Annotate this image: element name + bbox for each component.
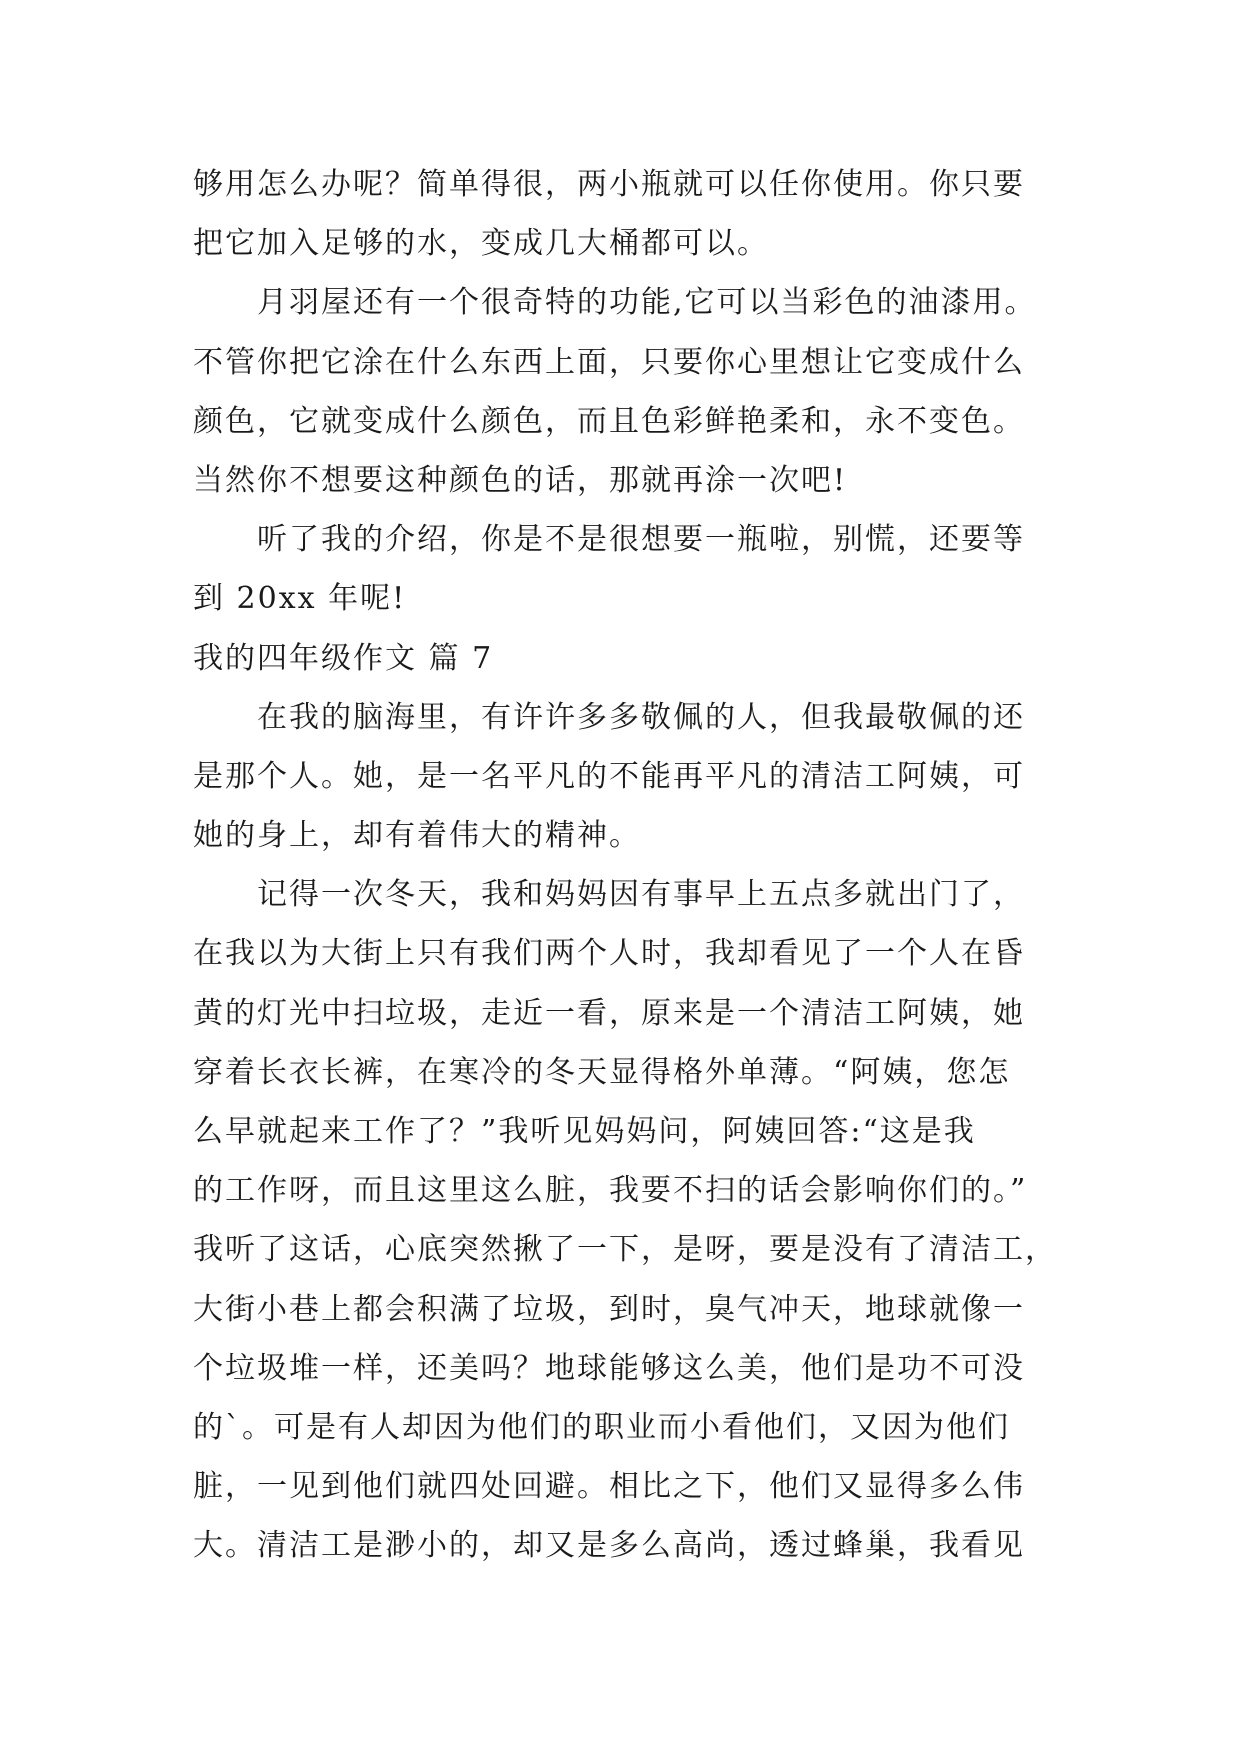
text-line: 穿着长衣长裤，在寒冷的冬天显得格外单薄。“阿姨，您怎 xyxy=(193,1054,1011,1090)
text-line: 的工作呀，而且这里这么脏，我要不扫的话会影响你们的。” xyxy=(193,1173,1028,1209)
text-line: 当然你不想要这种颜色的话，那就再涂一次吧! xyxy=(193,462,848,498)
text-line: 脏，一见到他们就四处回避。相比之下，他们又显得多么伟 xyxy=(193,1469,1025,1505)
text-line: 大。清洁工是渺小的，却又是多么高尚，透过蜂巢，我看见 xyxy=(193,1528,1025,1564)
text-line: 是那个人。她，是一名平凡的不能再平凡的清洁工阿姨，可 xyxy=(193,758,1025,794)
text-line: 在我以为大街上只有我们两个人时，我却看见了一个人在昏 xyxy=(193,936,1025,972)
text-line: 听了我的介绍，你是不是很想要一瓶啦，别慌，还要等 xyxy=(257,522,1025,558)
text-line: 的`。可是有人却因为他们的职业而小看他们，又因为他们 xyxy=(193,1409,1010,1445)
text-line: 月羽屋还有一个很奇特的功能,它可以当彩色的油漆用。 xyxy=(257,285,1037,321)
text-line: 黄的灯光中扫垃圾，走近一看，原来是一个清洁工阿姨，她 xyxy=(193,995,1025,1031)
text-line: 不管你把它涂在什么东西上面，只要你心里想让它变成什么 xyxy=(193,344,1025,380)
text-line: 在我的脑海里，有许许多多敬佩的人，但我最敬佩的还 xyxy=(257,699,1025,735)
text-line: 颜色，它就变成什么颜色，而且色彩鲜艳柔和，永不变色。 xyxy=(193,403,1025,439)
section-heading: 我的四年级作文 篇 7 xyxy=(193,640,494,676)
text-line: 把它加入足够的水，变成几大桶都可以。 xyxy=(193,226,769,262)
text-line: 她的身上，却有着伟大的精神。 xyxy=(193,818,641,854)
text-line: 大街小巷上都会积满了垃圾，到时，臭气冲天，地球就像一 xyxy=(193,1291,1025,1327)
text-line: 到 20xx 年呢! xyxy=(193,581,407,617)
text-line: 我听了这话，心底突然揪了一下，是呀，要是没有了清洁工， xyxy=(193,1232,1057,1268)
document-body xyxy=(193,155,1093,1576)
text-line: 够用怎么办呢？简单得很，两小瓶就可以任你使用。你只要 xyxy=(193,167,1025,202)
text-line: 么早就起来工作了？”我听见妈妈问，阿姨回答:“这是我 xyxy=(193,1114,976,1149)
text-line: 记得一次冬天，我和妈妈因有事早上五点多就出门了， xyxy=(257,877,1025,913)
text-line: 个垃圾堆一样，还美吗？地球能够这么美，他们是功不可没 xyxy=(193,1350,1025,1386)
